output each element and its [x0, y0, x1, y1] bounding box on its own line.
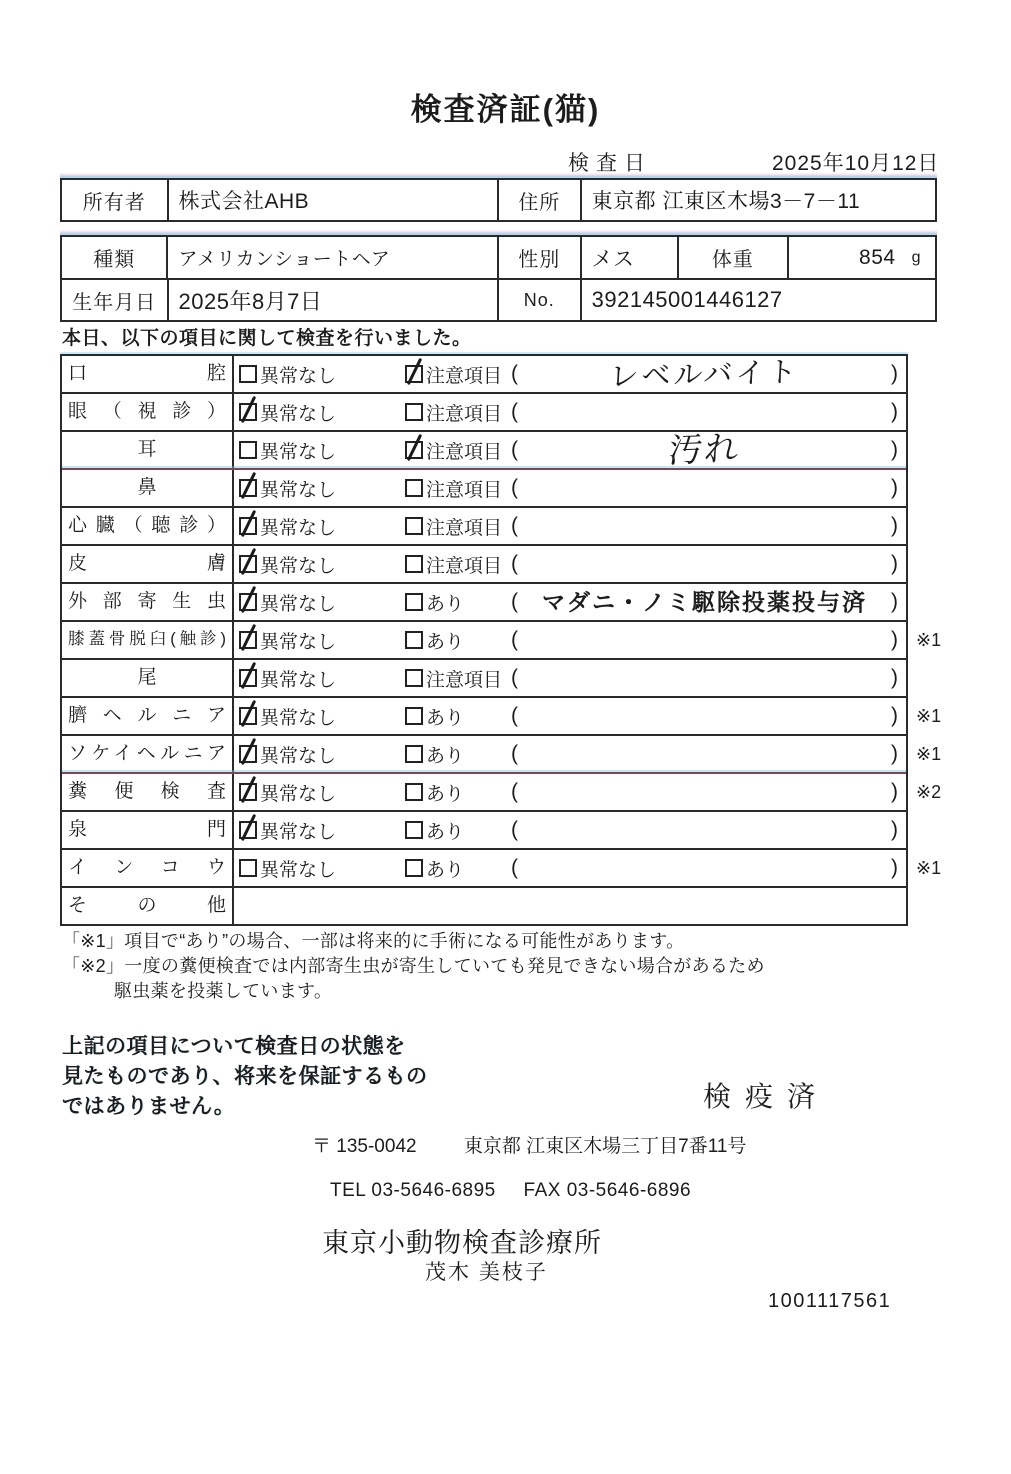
paren-open: ( [511, 362, 518, 385]
footnote-ref: ※2 [916, 782, 942, 802]
option-attention-or-present[interactable] [405, 622, 464, 658]
paren-open: ( [511, 590, 518, 613]
option-attention-or-present-label: あり [426, 821, 465, 843]
weight-value: 854 [859, 245, 896, 269]
exam-row-content [234, 736, 906, 772]
paren-open: ( [511, 742, 518, 765]
quarantine-stamp: 検疫済 [703, 1081, 830, 1112]
exam-item-label: 皮膚 [62, 546, 234, 582]
serial-number: 1001117561 [768, 1290, 892, 1312]
exam-row [62, 506, 906, 544]
intro-text: 本日、以下の項目に関して検査を行いました。 [62, 328, 472, 349]
option-no-abnormality-label: 異常なし [260, 479, 337, 501]
exam-item-label: その他 [62, 888, 234, 924]
option-attention-or-present[interactable] [405, 356, 502, 392]
remarks-field [511, 622, 898, 658]
remarks-field [511, 428, 898, 472]
owner-row [62, 180, 935, 220]
birth-value: 2025年8月7日 [167, 280, 498, 320]
option-attention-or-present[interactable] [405, 850, 464, 886]
checkbox-icon[interactable] [405, 745, 423, 763]
exam-item-label: 耳 [62, 432, 234, 468]
option-attention-or-present-label: 注意項目 [426, 555, 503, 577]
checkmark-icon [241, 510, 256, 537]
exam-item-label: 眼（視診） [62, 394, 234, 430]
option-no-abnormality[interactable] [239, 470, 336, 506]
checkmark-icon [407, 434, 422, 461]
checkmark-icon [241, 738, 256, 765]
checkmark-icon [241, 586, 256, 613]
option-no-abnormality-label: 異常なし [260, 517, 337, 539]
paren-close: ) [891, 704, 898, 727]
tel-number: TEL 03-5646-6895 [330, 1180, 496, 1201]
exam-row-content [234, 546, 906, 582]
option-attention-or-present[interactable] [405, 660, 502, 696]
exam-item-label: 泉門 [62, 812, 234, 848]
weight-label: 体重 [677, 237, 786, 278]
checkmark-icon [241, 814, 256, 841]
footnote-2-continued: 駆虫薬を投薬しています。 [114, 981, 333, 1001]
option-attention-or-present[interactable] [405, 508, 502, 544]
checkbox-icon[interactable] [405, 631, 423, 649]
footnote-ref: ※1 [916, 630, 942, 650]
paren-open: ( [511, 552, 518, 575]
checkmark-icon [241, 396, 256, 423]
exam-row [62, 848, 942, 886]
checkbox-icon[interactable] [405, 517, 423, 535]
checkbox-icon[interactable] [405, 783, 423, 801]
exam-row [62, 810, 906, 848]
option-no-abnormality[interactable] [239, 622, 336, 658]
option-no-abnormality[interactable] [239, 546, 336, 582]
disclaimer [62, 1032, 428, 1122]
address-label: 住所 [497, 180, 580, 220]
paren-open: ( [511, 666, 518, 689]
weight-unit: g [911, 248, 921, 266]
checkbox-icon[interactable] [239, 365, 257, 383]
postal-code: 〒 135-0042 [312, 1136, 417, 1157]
option-attention-or-present[interactable] [405, 394, 502, 430]
option-attention-or-present[interactable] [405, 546, 502, 582]
option-attention-or-present[interactable] [405, 774, 464, 810]
remarks-field [511, 584, 898, 620]
paren-open: ( [511, 856, 518, 879]
inspection-date-label: 検査日 [568, 152, 652, 175]
fax-number: FAX 03-5646-6896 [523, 1180, 692, 1201]
exam-row-content [234, 394, 906, 430]
checkmark-icon [241, 624, 256, 651]
exam-row [62, 468, 906, 506]
exam-row [62, 582, 906, 620]
option-no-abnormality-label: 異常なし [260, 745, 337, 767]
exam-item-label: ソケイヘルニア [62, 736, 234, 772]
remarks-field [511, 774, 898, 810]
option-no-abnormality[interactable] [239, 660, 336, 696]
option-no-abnormality[interactable] [239, 736, 336, 772]
paren-open: ( [511, 514, 518, 537]
paren-close: ) [891, 476, 898, 499]
paren-close: ) [891, 438, 898, 461]
option-no-abnormality[interactable] [239, 812, 336, 848]
no-label: No. [497, 280, 580, 320]
option-no-abnormality[interactable] [239, 394, 336, 430]
exam-row-content [234, 850, 906, 886]
option-no-abnormality-label: 異常なし [260, 821, 337, 843]
option-attention-or-present[interactable] [405, 812, 464, 848]
paren-close: ) [891, 400, 898, 423]
option-attention-or-present[interactable] [405, 698, 464, 734]
checkmark-icon [241, 700, 256, 727]
exam-row [62, 428, 906, 472]
exam-row-content [234, 353, 906, 394]
exam-item-label: 尾 [62, 660, 234, 696]
exam-item-label: 口腔 [62, 356, 234, 392]
checkmark-icon [241, 472, 256, 499]
disclaimer-line-3: ではありません。 [62, 1095, 236, 1118]
paren-close: ) [891, 628, 898, 651]
exam-row-content [234, 508, 906, 544]
page-title: 検査済証(猫) [410, 92, 601, 127]
option-attention-or-present-label: 注意項目 [426, 479, 503, 501]
exam-row-content [234, 584, 906, 620]
option-no-abnormality-label: 異常なし [260, 403, 337, 425]
option-attention-or-present-label: 注意項目 [426, 365, 503, 387]
remarks-field [511, 850, 898, 886]
paren-close: ) [891, 666, 898, 689]
checkbox-icon[interactable] [239, 517, 257, 535]
option-attention-or-present-label: あり [426, 631, 465, 653]
clinic-address: 東京都 江東区木場三丁目7番11号 [463, 1136, 747, 1157]
remarks-value: マダニ・ノミ駆除投薬投与済 [542, 588, 867, 615]
option-no-abnormality[interactable] [239, 850, 336, 886]
exam-table-body [60, 353, 942, 926]
checkbox-icon[interactable] [239, 403, 257, 421]
option-attention-or-present-label: 注意項目 [426, 403, 503, 425]
disclaimer-line-2: 見たものであり、将来を保証するもの [62, 1065, 428, 1088]
footnote-ref: ※1 [916, 858, 942, 878]
exam-row-content [234, 660, 906, 696]
checkbox-icon[interactable] [405, 555, 423, 573]
weight-cell [787, 237, 935, 278]
paren-close: ) [891, 856, 898, 879]
option-attention-or-present-label: 注意項目 [426, 669, 503, 691]
sex-label: 性別 [497, 237, 580, 278]
footnote-2: 「※2」一度の糞便検査では内部寄生虫が寄生していても発見できない場合があるため [62, 956, 765, 976]
paren-close: ) [891, 552, 898, 575]
no-value: 392145001446127 [580, 280, 935, 320]
option-no-abnormality[interactable] [239, 508, 336, 544]
paren-close: ) [891, 590, 898, 613]
footnotes [62, 929, 765, 1004]
paren-close: ) [891, 742, 898, 765]
exam-row [62, 734, 942, 772]
exam-row-content [234, 812, 906, 848]
option-attention-or-present-label: あり [426, 593, 465, 615]
exam-row-content [234, 622, 906, 658]
paren-close: ) [891, 818, 898, 841]
option-attention-or-present[interactable] [405, 584, 464, 620]
option-no-abnormality[interactable] [239, 432, 336, 468]
option-no-abnormality-label: 異常なし [260, 441, 337, 463]
footnote-1: 「※1」項目で“あり”の場合、一部は将来的に手術になる可能性があります。 [62, 931, 685, 951]
checkbox-icon[interactable] [239, 479, 257, 497]
exam-row [62, 886, 906, 924]
option-no-abnormality-label: 異常なし [260, 783, 337, 805]
breed-row [62, 237, 935, 278]
remarks-value: 汚れ [666, 428, 743, 472]
checkbox-icon[interactable] [405, 479, 423, 497]
paren-close: ) [891, 780, 898, 803]
option-no-abnormality-label: 異常なし [260, 707, 337, 729]
option-attention-or-present-label: あり [426, 783, 465, 805]
exam-item-label: 糞便検査 [62, 774, 234, 810]
checkbox-icon[interactable] [405, 365, 423, 383]
checkmark-icon [407, 358, 422, 385]
exam-row-content [234, 470, 906, 506]
option-attention-or-present-label: 注意項目 [426, 517, 503, 539]
exam-row [62, 696, 942, 734]
exam-row [62, 772, 942, 810]
remarks-field [511, 353, 898, 394]
clinic-name: 東京小動物検査診療所 [322, 1228, 602, 1258]
option-no-abnormality-label: 異常なし [260, 593, 337, 615]
checkbox-icon[interactable] [405, 669, 423, 687]
checkbox-icon[interactable] [239, 555, 257, 573]
checkbox-icon[interactable] [239, 859, 257, 877]
option-attention-or-present-label: あり [426, 745, 465, 767]
paren-close: ) [891, 362, 898, 385]
remarks-field [511, 508, 898, 544]
exam-item-label: 鼻 [62, 470, 234, 506]
tel-fax-line [330, 1180, 691, 1202]
exam-item-label: 外部寄生虫 [62, 584, 234, 620]
owner-value: 株式会社AHB [167, 180, 498, 220]
breed-value: アメリカンショートヘア [166, 237, 496, 278]
checkbox-icon[interactable] [239, 745, 257, 763]
exam-row [62, 620, 942, 658]
pet-table [60, 235, 937, 322]
option-attention-or-present[interactable] [405, 736, 464, 772]
exam-item-label: 膝蓋骨脱臼(触診) [62, 622, 234, 658]
remarks-field [511, 394, 898, 430]
owner-table [60, 178, 937, 222]
paren-open: ( [511, 628, 518, 651]
checkbox-icon[interactable] [239, 669, 257, 687]
checkbox-icon[interactable] [239, 441, 257, 459]
remarks-field [511, 812, 898, 848]
exam-row [62, 658, 906, 696]
exam-item-label: 心臓（聴診） [62, 508, 234, 544]
paren-open: ( [511, 818, 518, 841]
paren-close: ) [891, 514, 898, 537]
option-no-abnormality[interactable] [239, 356, 336, 392]
remarks-field [511, 698, 898, 734]
postal-address-line [312, 1131, 746, 1158]
exam-row [62, 353, 906, 394]
checkbox-icon[interactable] [405, 859, 423, 877]
footnote-ref: ※1 [916, 744, 942, 764]
checkbox-icon[interactable] [405, 593, 423, 611]
exam-item-label: インコウ [62, 850, 234, 886]
birth-row [62, 278, 935, 320]
remarks-field [511, 470, 898, 506]
disclaimer-line-1: 上記の項目について検査日の状態を [62, 1035, 406, 1058]
checkmark-icon [241, 548, 256, 575]
paren-open: ( [511, 400, 518, 423]
option-no-abnormality[interactable] [239, 584, 336, 620]
owner-label: 所有者 [82, 191, 146, 214]
option-no-abnormality-label: 異常なし [260, 859, 337, 881]
exam-row-content [234, 774, 906, 810]
exam-row-content [234, 888, 906, 924]
examiner-name: 茂木 美枝子 [425, 1261, 548, 1284]
option-no-abnormality-label: 異常なし [260, 555, 337, 577]
exam-row-content [234, 698, 906, 734]
birth-label: 生年月日 [72, 291, 157, 314]
remarks-field [511, 546, 898, 582]
breed-label: 種類 [93, 249, 136, 271]
exam-row [62, 544, 906, 582]
option-no-abnormality[interactable] [239, 698, 336, 734]
exam-row-content [234, 428, 906, 472]
checkmark-icon [241, 776, 256, 803]
checkbox-icon[interactable] [239, 821, 257, 839]
remarks-field [511, 736, 898, 772]
footnote-ref: ※1 [916, 706, 942, 726]
paren-open: ( [511, 438, 518, 461]
option-no-abnormality[interactable] [239, 774, 336, 810]
checkbox-icon[interactable] [405, 441, 423, 459]
checkmark-icon [241, 662, 256, 689]
paren-open: ( [511, 704, 518, 727]
checkbox-icon[interactable] [239, 593, 257, 611]
option-attention-or-present[interactable] [405, 470, 502, 506]
inspection-date-value: 2025年10月12日 [772, 152, 940, 175]
sex-value: メス [580, 237, 678, 278]
exam-row [62, 392, 906, 430]
option-no-abnormality-label: 異常なし [260, 631, 337, 653]
checkbox-icon[interactable] [405, 403, 423, 421]
option-attention-or-present[interactable] [405, 432, 502, 468]
checkbox-icon[interactable] [239, 707, 257, 725]
address-value: 東京都 江東区木場3－7－11 [580, 180, 935, 220]
option-attention-or-present-label: 注意項目 [426, 441, 503, 463]
paren-open: ( [511, 476, 518, 499]
option-no-abnormality-label: 異常なし [260, 669, 337, 691]
option-attention-or-present-label: あり [426, 859, 465, 881]
checkbox-icon[interactable] [405, 821, 423, 839]
option-attention-or-present-label: あり [426, 707, 465, 729]
remarks-field [511, 660, 898, 696]
option-no-abnormality-label: 異常なし [260, 365, 337, 387]
exam-item-label: 臍ヘルニア [62, 698, 234, 734]
remarks-value: レベルバイト [608, 353, 801, 394]
paren-open: ( [511, 780, 518, 803]
checkbox-icon[interactable] [239, 783, 257, 801]
checkbox-icon[interactable] [405, 707, 423, 725]
checkbox-icon[interactable] [239, 631, 257, 649]
